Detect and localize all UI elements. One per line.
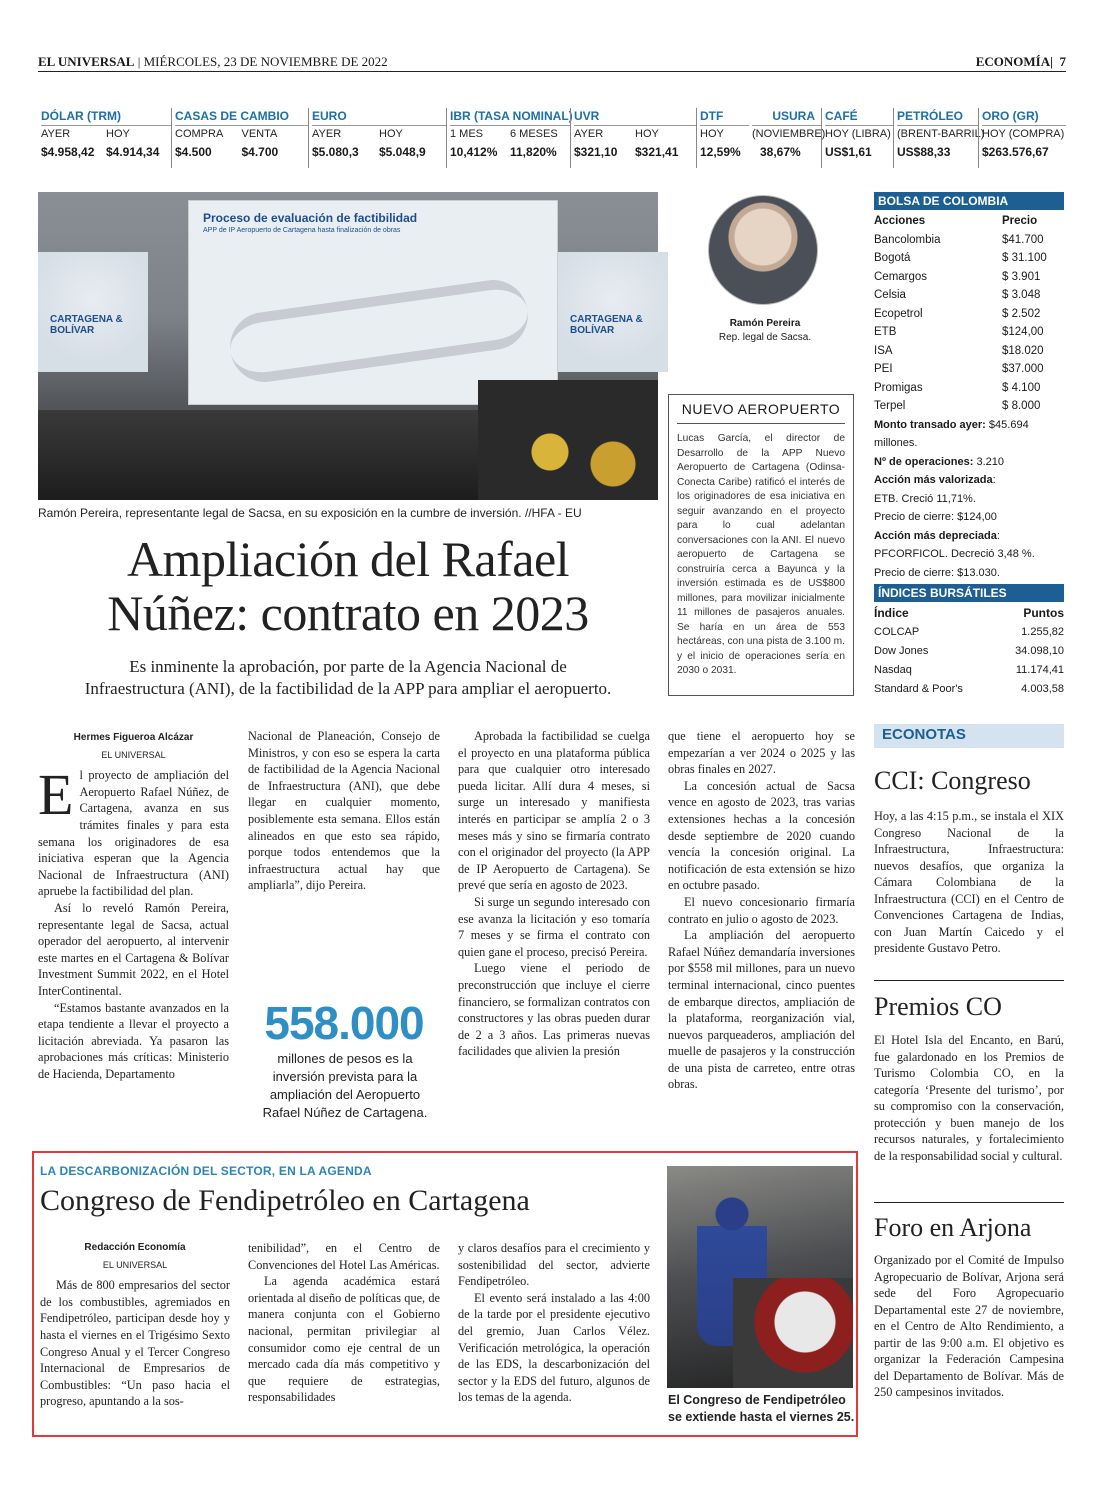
byline-org: EL UNIVERSAL <box>101 749 166 760</box>
banner-text: CARTAGENA & BOLÍVAR <box>50 314 123 336</box>
ticker-cafe <box>821 108 893 168</box>
ticker-petroleo <box>893 108 985 168</box>
note-body: El Hotel Isla del Encanto, en Barú, fue galardonado en los Premios de Turismo Colombia CO, en la categoría ‘Presente del turismo’, por su compromiso con la conservación, protección y buen manejo de los recursos naturales, y fortalecimiento de la responsabilidad social y cultural. <box>874 1033 1064 1163</box>
audience <box>478 380 658 500</box>
ticker-dolar <box>38 108 171 168</box>
stock-price: $ 3.048 <box>1002 289 1041 301</box>
story-paragraph: Más de 800 empresarios del sector de los combustibles, agremiados en Fendipetróleo, participan desde hoy y hasta el viernes en el Trigésimo Sexto Congreso Anual y el Tercer Congreso Internacional de Empresarios de Combustibles: “Un paso hacia el progreso, apuntando a la sos- <box>40 1278 230 1409</box>
ticker-casas-cambio <box>171 108 308 168</box>
stock-price: $ 4.100 <box>1002 381 1041 394</box>
photo-caption: Ramón Pereira, representante legal de Sacsa, en su exposición en la cumbre de inversión. //HFA - EU <box>38 506 582 520</box>
note-body: Hoy, a las 4:15 p.m., se instala el XIX Congreso Nacional de la Infraestructura, Infraestructura: nuevos desafíos, que organiza la Cámara Colombiana de la Infraestructura (CCI) en el Centro de Convenciones Cartagena de Indias, con Juan Martín Caicedo y el presidente Gustavo Petro. <box>874 809 1064 955</box>
sidebar-title: NUEVO AEROPUERTO <box>677 401 845 424</box>
ticker-title: PETRÓLEO <box>897 108 978 126</box>
ticker-sub: HOY <box>635 128 659 140</box>
story-column-2 <box>248 728 440 894</box>
most-depreciated-label: Acción más depreciada: <box>874 529 1000 542</box>
story2-photo-caption: El Congreso de Fendipetróleo se extiende hasta el viernes 25. <box>668 1393 855 1424</box>
index-points: 34.098,10 <box>1015 645 1064 657</box>
table-row <box>874 323 1064 342</box>
ticker-sub: 1 MES <box>450 128 484 140</box>
car-figure <box>733 1278 853 1388</box>
sidebar-body: Lucas García, el director de Desarrollo de la APP Nuevo Aeropuerto de Cartagena (Odinsa-Conecta Caribe) ratificó el interés de los originadores de esa iniciativa en seguir avanzando en el proyecto para lo cual adelantan conversaciones con la ANI. El nuevo aeropuerto de Cartagena se construiría cerca a Bayunca y la inversión estimada es de US$800 millones, para movilizar inicialmente 11 millones de pasajeros anuales. Se haría en un área de 553 hectáreas, con una pista de 3.100 m. y el inicio de operaciones sería en 2030 o 2031. <box>677 433 845 676</box>
index-name: Standard & Poor's <box>874 683 963 695</box>
ticker-sub: 6 MESES <box>510 128 558 140</box>
ticker-sub: VENTA <box>241 128 278 140</box>
issue-date: MIÉRCOLES, 23 DE NOVIEMBRE DE 2022 <box>143 54 388 69</box>
table-row <box>874 661 1064 680</box>
econotas-header: ECONOTAS <box>874 724 1064 748</box>
stock-price: $41.700 <box>1002 233 1044 246</box>
story2-kicker: LA DESCARBONIZACIÓN DEL SECTOR, EN LA AGENDA <box>40 1164 372 1178</box>
stock-price: $ 2.502 <box>1002 307 1041 320</box>
ticker-sub: HOY <box>379 128 403 140</box>
newspaper-name: EL UNIVERSAL <box>38 54 135 69</box>
event-banner-right <box>558 252 668 372</box>
stock-price: $124,00 <box>1002 326 1044 338</box>
ticker-sub: HOY <box>106 128 130 140</box>
ticker-value: $4.914,34 <box>106 145 160 159</box>
table-row <box>874 268 1064 287</box>
story-column-3 <box>458 728 650 1060</box>
divider <box>874 1202 1064 1203</box>
ticker-value: 11,820% <box>510 145 557 159</box>
column-header: Índice <box>874 606 909 620</box>
indices-title: ÍNDICES BURSÁTILES <box>874 584 1064 602</box>
story-paragraph: Si surge un segundo interesado con ese avanza la licitación y eso tomaría 7 meses y se firma el contrato con quien gane el proceso, precisó Pereira. <box>458 894 650 959</box>
section-name: ECONOMÍA <box>975 54 1051 69</box>
event-banner-left <box>38 252 148 372</box>
ticker-title: UVR <box>574 108 696 126</box>
ticker-value: 10,412% <box>450 145 498 159</box>
ticker-title: DÓLAR (TRM) <box>41 108 171 126</box>
most-valued-label: Acción más valorizada: <box>874 474 996 486</box>
ticker-value: 12,59% <box>700 145 741 159</box>
story-paragraph: La ampliación del aeropuerto Rafael Núñez demandaría inversiones por $558 mil millones, para un nuevo terminal internacional, cinco puentes de embarque directos, ampliación de la plataforma, reorganización vial, nuevos parqueaderos, ampliación del muelle de pasajeros y la construcción de una pista de carreteo, entre otras obras. <box>668 928 855 1092</box>
stock-name: ISA <box>874 344 893 357</box>
ticker-value: $4.700 <box>241 145 279 159</box>
story-paragraph: El evento será instalado a las 4:00 de la tarde por el presidente ejecutivo del gremio, Juan Carlos Vélez. Verificación metrológica, la operación de las EDS, la descarbonización del sector y la EDS del futuro, algunos de los temas de la agenda. <box>458 1290 650 1405</box>
indices-table <box>874 584 1064 699</box>
table-row <box>874 623 1064 642</box>
table-row <box>874 249 1064 268</box>
stock-price: $18.020 <box>1002 344 1044 357</box>
index-points: 4.003,58 <box>1021 683 1064 695</box>
story-column-4 <box>668 728 855 1093</box>
story-paragraph: La agenda académica estará orientada al diseño de políticas que, de manera conjunta con el Gobierno nacional, permitan privilegiar al consumidor como eje central de un mercado cada día más competitivo y que requiere de estrategias, responsabilidades <box>248 1274 440 1405</box>
ticker-title: IBR (TASA NOMINAL) <box>450 108 570 126</box>
index-points: 11.174,41 <box>1015 664 1064 676</box>
ticker-sub: HOY (COMPRA) <box>982 128 1065 140</box>
stock-name: Terpel <box>874 400 906 412</box>
index-points: 1.255,82 <box>1021 626 1064 638</box>
table-row <box>874 379 1064 398</box>
story-column-1 <box>38 730 229 1082</box>
divider <box>874 980 1064 981</box>
table-row <box>874 286 1064 305</box>
ticker-value: $4.500 <box>175 145 212 159</box>
paragraph-text: l proyecto de ampliación del Aeropuerto Rafael Núñez, de Cartagena, avanza en sus trámites finales y para esta semana los originadores de esa iniciativa esperan que la Agencia Nacional de Infraestructura (ANI) apruebe la factibilidad del plan. <box>38 768 229 899</box>
ticker-value: $4.958,42 <box>41 145 95 159</box>
banner-text: CARTAGENA & BOLÍVAR <box>570 314 643 336</box>
headline-line: Núñez: contrato en 2023 <box>107 585 589 641</box>
note-title: Premios CO <box>874 992 1002 1021</box>
stock-name: ETB <box>874 326 897 338</box>
table-row <box>874 231 1064 250</box>
ticker-oro <box>978 108 1066 168</box>
table-row <box>874 305 1064 324</box>
most-depreciated-line: PFCORFICOL. Decreció 3,48 %. <box>874 548 1035 560</box>
deck-line: Es inminente la aprobación, por parte de la Agencia Nacional de <box>129 657 567 676</box>
ticker-sub: (BRENT-BARRIL) <box>897 128 985 140</box>
stock-name: Bogotá <box>874 252 911 264</box>
byline-org: EL UNIVERSAL <box>102 1259 168 1270</box>
stock-name: Bancolombia <box>874 233 941 246</box>
stock-name: Celsia <box>874 289 906 301</box>
table-row <box>874 642 1064 661</box>
story-paragraph: El nuevo concesionario firmaría contrato en julio o agosto de 2023. <box>668 894 855 926</box>
ticker-sub: HOY <box>700 128 724 140</box>
most-valued-price: Precio de cierre: $124,00 <box>874 511 997 523</box>
fuel-station-photo <box>667 1166 853 1388</box>
note-label: Acción más valorizada <box>874 474 993 486</box>
monto-transado <box>874 416 1064 453</box>
byline: Redacción Economía <box>84 1242 186 1253</box>
ticker-uvr <box>570 108 696 168</box>
stock-name: Ecopetrol <box>874 307 923 320</box>
deck-line: Infraestructura (ANI), de la factibilidad de la APP para ampliar el aeropuerto. <box>84 679 612 698</box>
ticker-dtf <box>696 108 749 168</box>
story-paragraph: “Estamos bastante avanzados en la etapa tendiente a llevar el proyecto a licitación abreviada. Ya pasaron las aprobaciones más críticas: Ministerio de Hacienda, Departamento <box>38 1000 229 1081</box>
column-header: Puntos <box>1023 606 1064 620</box>
market-ticker <box>38 108 1066 168</box>
presentation-screen <box>188 200 558 405</box>
ticker-euro <box>308 108 446 168</box>
note-title: Foro en Arjona <box>874 1213 1032 1242</box>
story2-headline: Congreso de Fendipetróleo en Cartagena <box>40 1184 530 1217</box>
header-right: ECONOMÍA| 7 <box>975 54 1066 69</box>
ticker-value: $321,10 <box>574 145 618 159</box>
ticker-title: EURO <box>312 108 446 126</box>
ticker-ibr <box>446 108 573 168</box>
column-header: Precio <box>1002 215 1038 227</box>
ticker-sub: COMPRA <box>175 128 224 140</box>
ticker-title: DTF <box>700 108 749 126</box>
stock-name: PEI <box>874 363 893 375</box>
index-name: Nasdaq <box>874 664 912 676</box>
ticker-value: 38,67% <box>760 145 801 159</box>
index-name: COLCAP <box>874 626 920 638</box>
ticker-sub: AYER <box>574 128 604 140</box>
column-header: Acciones <box>874 215 926 227</box>
big-number-text: millones de pesos es la inversión prevista para la ampliación del Aeropuerto Rafael Núñez de Cartagena. <box>262 1051 428 1120</box>
table-row <box>874 360 1064 379</box>
stock-price: $ 8.000 <box>1002 400 1041 412</box>
stock-price: $ 31.100 <box>1002 252 1047 264</box>
screen-subtitle: APP de IP Aeropuerto de Cartagena hasta finalización de obras <box>203 227 401 234</box>
stock-name: Cemargos <box>874 270 928 283</box>
ticker-value: $5.080,3 <box>312 145 359 159</box>
story-paragraph: y claros desafíos para el crecimiento y sostenibilidad del sector, advierte Fendipetróleo. <box>458 1241 650 1289</box>
ticker-value: $263.576,67 <box>982 145 1049 159</box>
note-body: Organizado por el Comité de Impulso Agropecuario de Bolívar, Arjona será sede del Foro Agropecuario Departamental este 27 de noviembre, en el Centro de Alto Rendimiento, a partir de las 9:00 a.m. El objetivo es organizar la Federación Campesina del Departamento de Bolívar. Más de 250 campesinos invitados. <box>874 1253 1064 1399</box>
ticker-value: $5.048,9 <box>379 145 426 159</box>
page-header <box>38 52 1066 72</box>
ticker-title: CAFÉ <box>825 108 893 126</box>
story-paragraph: Nacional de Planeación, Consejo de Ministros, y con eso se espera la carta de factibilidad de la Agencia Nacional de Infraestructura (ANI), que debe llegar en cualquier momento, posiblemente esta semana. Ellos están alineados en que esto sea rápido, porque todos entendemos que la infraestructura actual hay que ampliarla”, dijo Pereira. <box>248 729 440 893</box>
ticker-value: US$88,33 <box>897 145 951 159</box>
story-paragraph: Luego viene el periodo de preconstrucción que incluye el cierre financiero, se formalizan contratos con constructores y las obras pueden durar de 2 a 3 años. Las primeras nuevas facilidades que alivien la presión <box>458 961 650 1059</box>
table-row <box>874 397 1064 416</box>
note-value: 3.210 <box>976 455 1004 468</box>
portrait-name: Ramón Pereira <box>729 318 801 329</box>
story2-column-2 <box>248 1240 440 1406</box>
ticker-sub: (NOVIEMBRE) <box>752 128 826 140</box>
story-paragraph: Aprobada la factibilidad se cuelga el proyecto en una plataforma pública para que cualquier otro interesado pueda licitar. Allí dura 4 meses, si surge un interesado y manifiesta interés en participar se amplía 2 o 3 meses más y sino se firmaría contrato con el originador del proyecto (la APP de IP Aeropuerto de Cartagena). Se prevé que sería en agosto de 2023. <box>458 729 650 893</box>
big-number: 558.000 <box>264 997 424 1049</box>
header-left: EL UNIVERSAL | MIÉRCOLES, 23 DE NOVIEMBRE DE 2022 <box>38 54 388 69</box>
table-row <box>874 342 1064 361</box>
main-headline <box>38 532 658 640</box>
stock-table-header <box>874 212 1064 231</box>
stock-price: $37.000 <box>1002 363 1044 375</box>
index-name: Dow Jones <box>874 645 929 657</box>
note-label: Nº de operaciones: <box>874 455 974 468</box>
ticker-usura <box>749 108 826 168</box>
story2-column-3 <box>458 1240 650 1406</box>
stock-price: $ 3.901 <box>1002 270 1041 283</box>
story-paragraph: que tiene el aeropuerto hoy se empezarían a ver 2024 o 2025 y las obras finales en 2027. <box>668 729 855 777</box>
story2-column-1 <box>40 1240 230 1410</box>
portrait-role: Rep. legal de Sacsa. <box>718 332 812 343</box>
note-label: Acción más depreciada <box>874 529 997 542</box>
headline-line: Ampliación del Rafael <box>126 531 570 587</box>
story-paragraph: Así lo reveló Ramón Pereira, representante legal de Sacsa, actual operador del aeropuerto, al intervenir este martes en el Cartagena & Bolívar Investment Summit 2022, en el Hotel InterContinental. <box>38 900 229 998</box>
story-paragraph: La concesión actual de Sacsa vence en agosto de 2023, tras varias extensiones hechas a la concesión desde septiembre de 2020 cuando vencía la concesión original. La notificación de esta extensión se hizo en octubre pasado. <box>668 778 855 893</box>
most-depreciated-price: Precio de cierre: $13.030. <box>874 566 1000 579</box>
ticker-sub: AYER <box>312 128 342 140</box>
ticker-title: CASAS DE CAMBIO <box>175 108 308 126</box>
ticker-value: $321,41 <box>635 145 679 159</box>
note-value: $45.694 millones. <box>874 418 1029 449</box>
sidebar-box <box>668 394 854 696</box>
ticker-title: ORO (GR) <box>982 108 1066 126</box>
stock-name: Promigas <box>874 381 923 394</box>
portrait-photo <box>708 195 818 305</box>
most-valued-line: ETB. Creció 11,71%. <box>874 492 976 505</box>
summit-photo <box>38 192 658 500</box>
screen-title: Proceso de evaluación de factibilidad <box>203 211 418 225</box>
table-row <box>874 680 1064 699</box>
note-label: Monto transado ayer: <box>874 418 986 431</box>
indices-header <box>874 604 1064 623</box>
story-paragraph <box>38 762 229 900</box>
story-paragraph: tenibilidad”, en el Centro de Convenciones del Hotel Las Américas. <box>248 1241 440 1272</box>
drop-cap: E <box>38 762 74 828</box>
num-operaciones <box>874 453 1064 472</box>
ticker-value: US$1,61 <box>825 145 872 159</box>
byline: Hermes Figueroa Alcázar <box>73 732 194 743</box>
stock-table-title: BOLSA DE COLOMBIA <box>874 192 1064 210</box>
ticker-sub: HOY (LIBRA) <box>825 128 891 140</box>
note-title: CCI: Congreso <box>874 766 1031 795</box>
stock-table <box>874 192 1064 582</box>
deck <box>38 656 658 700</box>
ticker-title: USURA <box>752 108 821 126</box>
timeline-graphic <box>226 275 533 386</box>
page-number: 7 <box>1059 54 1066 69</box>
ticker-sub: AYER <box>41 128 71 140</box>
